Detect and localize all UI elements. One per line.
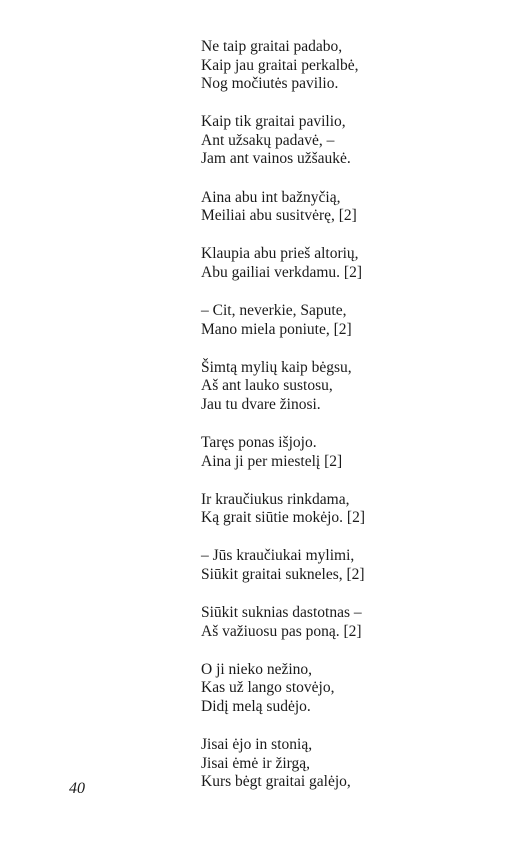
verse-line: Jau tu dvare žinosi. [201,395,321,413]
stanza [201,604,501,641]
verse-line: Jisai ėjo in stonią, [201,735,313,753]
verse-line: Kaip tik graitai pavilio, [201,113,346,131]
verse-line: Aš važiuosu pas poną. [2] [201,622,362,640]
stanza [201,661,501,717]
stanza [201,491,501,528]
verse-line: – Cit, neverkie, Sapute, [201,301,347,319]
verse-line: Didį melą sudėjo. [201,697,311,715]
verse-line: Ne taip graitai padabo, [201,38,343,55]
verse-line: Mano miela poniute, [2] [201,320,352,338]
verse-line: – Jūs kraučiukai mylimi, [201,547,355,565]
verse-line: Nog močiutės pavilio. [201,75,339,93]
verse-line: Aina ji per miestelį [2] [201,452,343,470]
verse-line: O ji nieko nežino, [201,660,313,678]
verse-line: Meiliai abu susitvėrę, [2] [201,207,357,225]
verse-line: Ką grait siūtie mokėjo. [2] [201,509,365,527]
stanza [201,359,501,415]
verse-line: Siūkit graitai sukneles, [2] [201,565,365,583]
verse-line: Aš ant lauko sustosu, [201,377,333,395]
stanza [201,189,501,226]
verse-line: Kurs bėgt graitai galėjo, [201,773,351,791]
verse-line: Kaip jau graitai perkalbė, [201,56,359,74]
verse-line: Ir kraučiukus rinkdama, [201,490,350,508]
verse-line: Kas už lango stovėjo, [201,679,335,697]
verse-line: Jam ant vainos užšaukė. [201,150,351,168]
verse-line: Abu gailiai verkdamu. [2] [201,263,362,281]
verse-line: Ant užsakų padavė, – [201,131,335,149]
verse-line: Aina abu int bažnyčią, [201,188,341,206]
stanza [201,736,501,792]
verse-line: Siūkit suknias dastotnas – [201,603,362,621]
poem-text [201,38,501,811]
verse-line: Jisai ėmė ir žirgą, [201,754,311,772]
stanza [201,113,501,169]
stanza [201,547,501,584]
stanza [201,245,501,282]
verse-line: Taręs ponas išjojo. [201,433,317,451]
verse-line: Šimtą mylių kaip bėgsu, [201,358,352,376]
stanza [201,302,501,339]
stanza [201,38,501,94]
verse-line: Klaupia abu prieš altorių, [201,245,359,263]
page-number: 40 [69,780,85,797]
stanza [201,434,501,471]
